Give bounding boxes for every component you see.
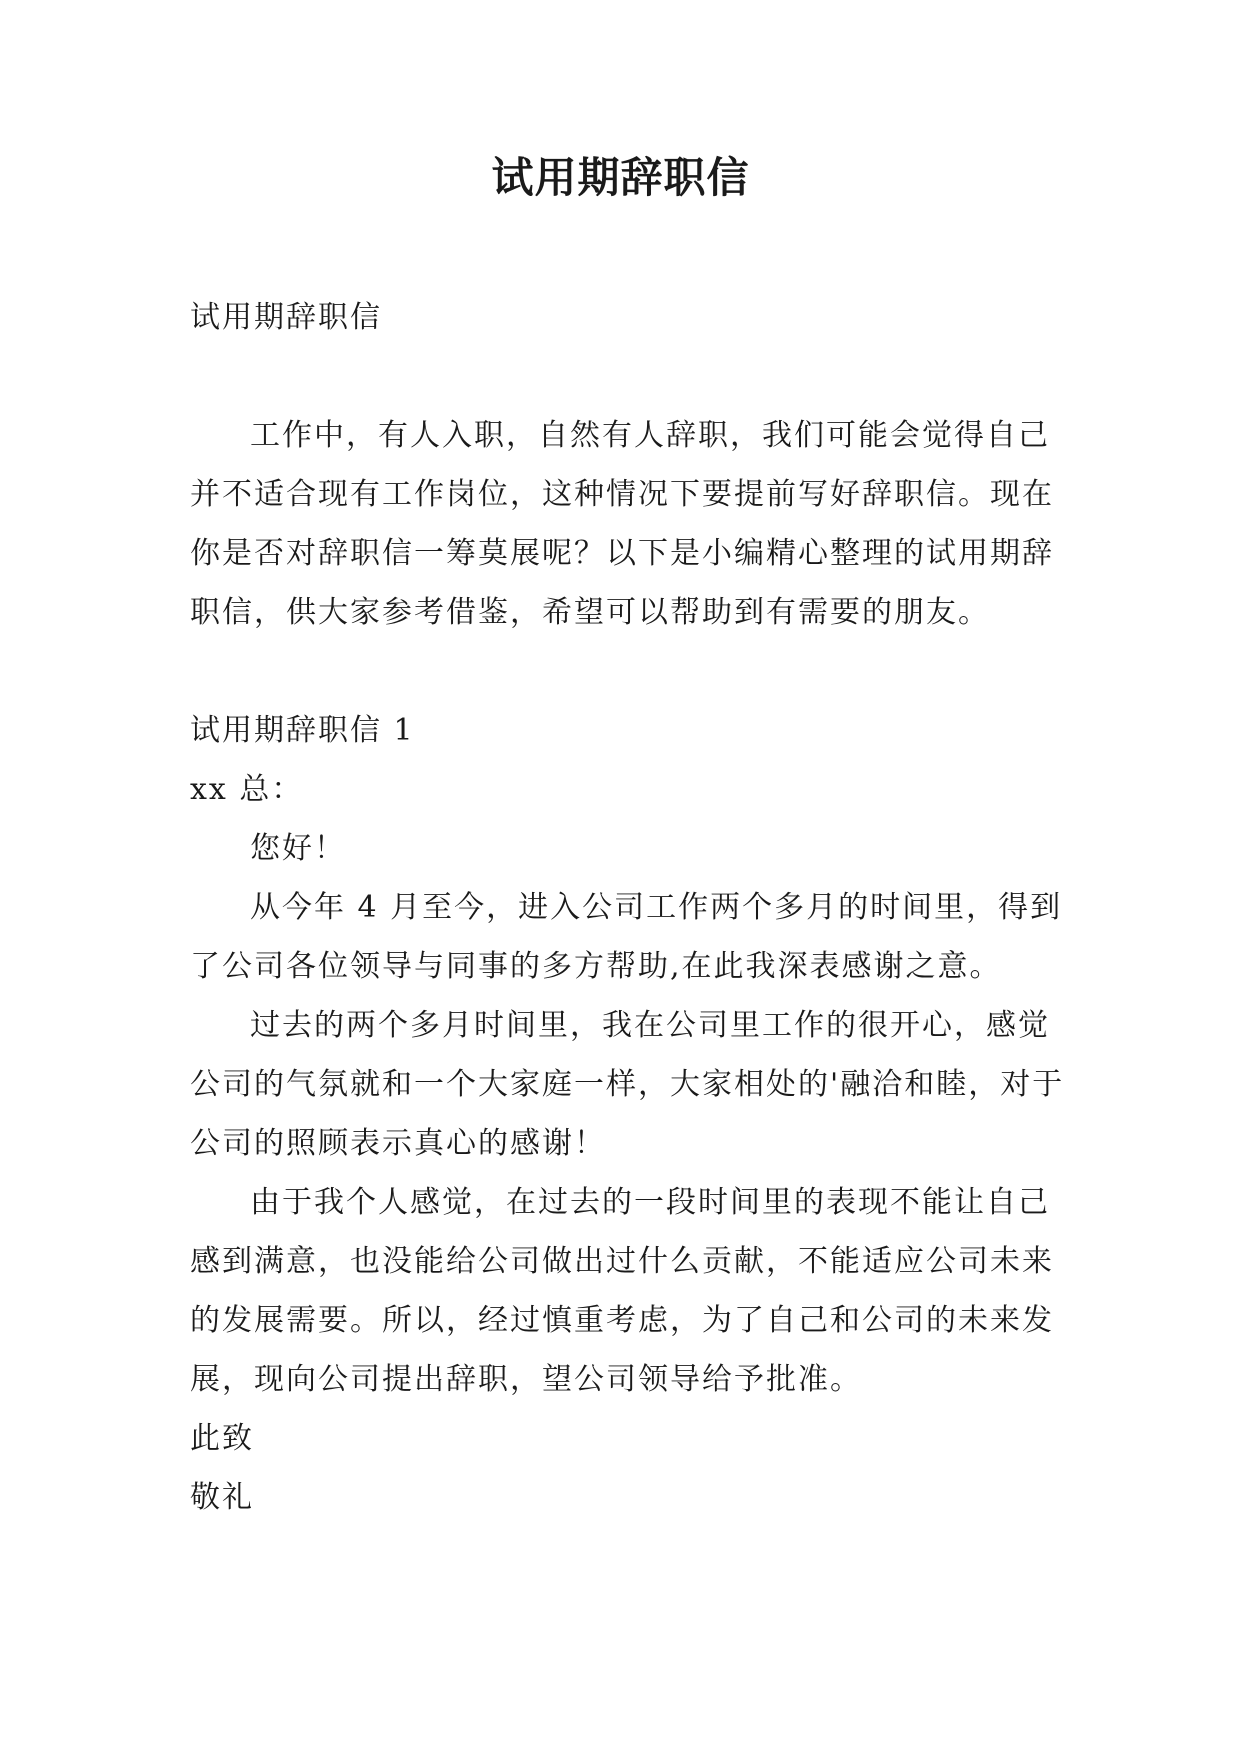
- section-title: 试用期辞职信 1: [190, 713, 415, 748]
- subtitle: 试用期辞职信: [190, 300, 382, 335]
- greeting: 您好！: [250, 831, 346, 866]
- closing-line-1: 此致: [190, 1421, 254, 1456]
- document-title: 试用期辞职信: [491, 153, 750, 202]
- body-paragraph-1: 从今年 4 月至今，进入公司工作两个多月的时间里，得到了公司各位领导与同事的多方帮助,在此我深表感谢之意。: [190, 890, 1063, 984]
- intro-paragraph: 工作中，有人入职，自然有人辞职，我们可能会觉得自己并不适合现有工作岗位，这种情况下要提前写好辞职信。现在你是否对辞职信一筹莫展呢？以下是小编精心整理的试用期辞职信，供大家参考借鉴，希望可以帮助到有需要的朋友。: [190, 418, 1054, 630]
- closing-line-2: 敬礼: [190, 1480, 254, 1515]
- document-body: [190, 288, 1070, 1527]
- body-paragraph-2: 过去的两个多月时间里，我在公司里工作的很开心，感觉公司的气氛就和一个大家庭一样，大家相处的'融洽和睦，对于公司的照顾表示真心的感谢！: [190, 1008, 1065, 1161]
- spacer: [190, 642, 1070, 701]
- salutation: xx 总：: [190, 772, 304, 807]
- spacer: [190, 347, 1070, 406]
- body-paragraph-3: 由于我个人感觉，在过去的一段时间里的表现不能让自己感到满意，也没能给公司做出过什么贡献，不能适应公司未来的发展需要。所以，经过慎重考虑，为了自己和公司的未来发展，现向公司提出辞职，望公司领导给予批准。: [190, 1185, 1054, 1397]
